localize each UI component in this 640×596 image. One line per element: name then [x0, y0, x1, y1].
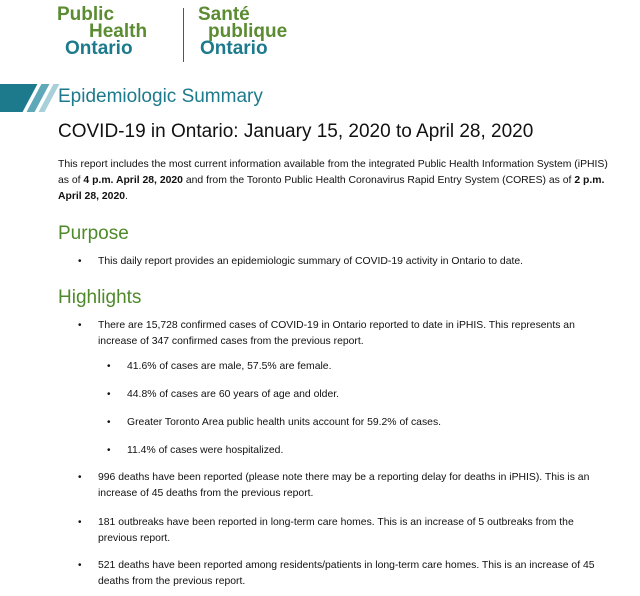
logo-en-line: Health: [89, 21, 148, 42]
highlights-heading: Highlights: [58, 287, 142, 308]
header-banner-graphic: [0, 84, 58, 112]
list-subitem: • 41.6% of cases are male, 57.5% are female.: [127, 359, 607, 375]
logo-en-line: Ontario: [65, 38, 133, 59]
bullet-icon: •: [107, 445, 111, 456]
list-item: • 521 deaths have been reported among residents/patients in long-term care homes. This is an increase of 45 deaths from the previous report.: [78, 560, 595, 587]
list-item: • 996 deaths have been reported (please note there may be a reporting delay for deaths in iPHIS). This is an increase of 45 deaths from the previous report.: [78, 472, 590, 499]
logo-divider: [183, 8, 184, 62]
bullet-icon: •: [78, 256, 82, 267]
logo-fr-line: Santé: [198, 4, 250, 25]
bullet-icon: •: [78, 472, 82, 483]
document-subtitle: Epidemiologic Summary: [58, 86, 263, 107]
intro-date-bold: 2 p.m. April 28, 2020: [58, 175, 605, 202]
list-item: • There are 15,728 confirmed cases of COVID-19 in Ontario reported to date in iPHIS. This represents an increase of 347 confirmed cases from the previous report.: [78, 320, 575, 347]
list-item: • 181 outbreaks have been reported in long-term care homes. This is an increase of 5 outbreaks from the previous report.: [78, 517, 574, 544]
bullet-icon: •: [107, 361, 111, 372]
intro-date-bold: 4 p.m. April 28, 2020: [83, 175, 183, 186]
logo-english: [57, 6, 147, 57]
logo-fr-line: publique: [208, 21, 288, 42]
logo-en-line: Public: [57, 4, 115, 25]
bullet-icon: •: [78, 320, 82, 331]
bullet-icon: •: [78, 560, 82, 571]
intro-paragraph: This report includes the most current information available from the integrated Public Health Information System (iPHIS) as of 4 p.m. April 28, 2020 and from the Toronto Public Health Coronavirus Rapid Entry System (CORES) as of 2 p.m. April 28, 2020.: [58, 159, 608, 202]
logo-french: [198, 6, 287, 57]
logo-fr-line: Ontario: [200, 38, 268, 59]
list-item: • This daily report provides an epidemiologic summary of COVID-19 activity in Ontario to date.: [98, 254, 613, 270]
bullet-icon: •: [78, 517, 82, 528]
purpose-heading: Purpose: [58, 223, 129, 244]
header-rule: [0, 111, 640, 112]
bullet-icon: •: [107, 389, 111, 400]
list-subitem: • 44.8% of cases are 60 years of age and older.: [127, 387, 607, 403]
document-title: COVID-19 in Ontario: January 15, 2020 to April 28, 2020: [58, 121, 534, 142]
list-subitem: • Greater Toronto Area public health units account for 59.2% of cases.: [127, 415, 607, 431]
public-health-ontario-logo: [57, 6, 327, 64]
list-subitem: • 11.4% of cases were hospitalized.: [127, 443, 607, 459]
bullet-icon: •: [107, 417, 111, 428]
